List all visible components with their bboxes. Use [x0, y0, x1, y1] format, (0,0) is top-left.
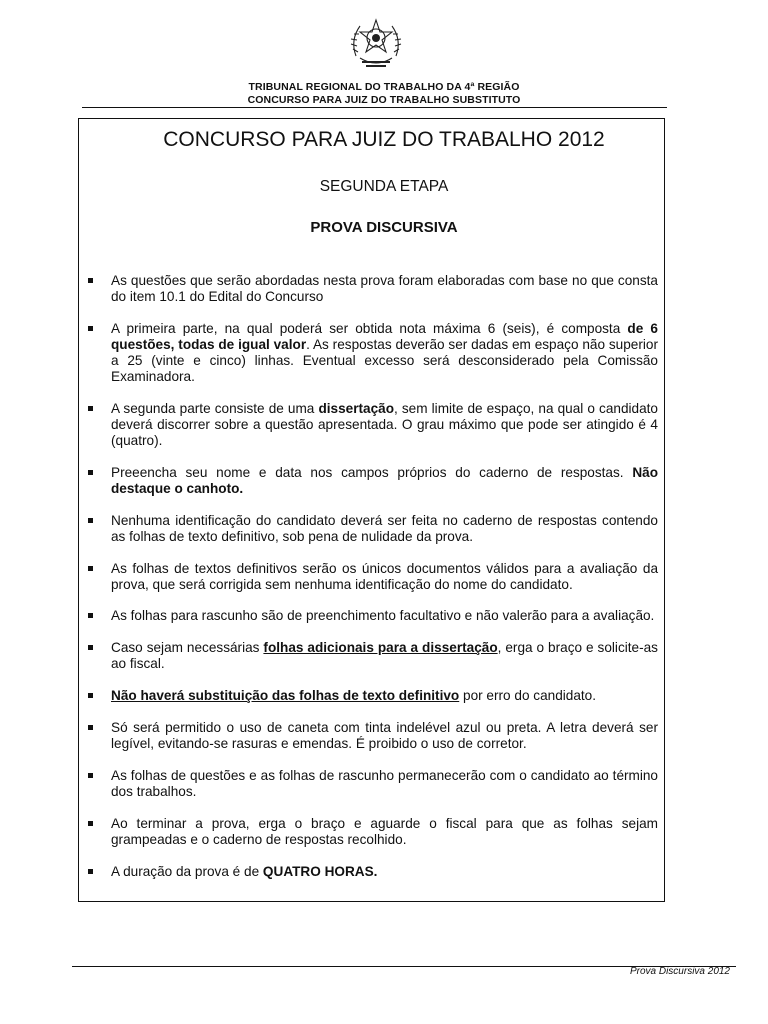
bullet-icon — [88, 613, 93, 618]
exam-type: PROVA DISCURSIVA — [310, 219, 458, 236]
instruction-item — [86, 688, 658, 704]
instruction-item — [86, 720, 658, 752]
page-title: CONCURSO PARA JUIZ DO TRABALHO 2012 — [163, 128, 605, 151]
bullet-icon — [88, 821, 93, 826]
footer-label: Prova Discursiva 2012 — [629, 966, 730, 977]
brazil-coat-of-arms-icon — [346, 16, 406, 76]
instruction-text: por erro do candidato. — [459, 688, 597, 703]
instruction-item — [86, 513, 658, 545]
instruction-text: de 6 questões, todas de igual valor — [111, 321, 658, 352]
instruction-text: Nenhuma identificação do candidato deverá ser feita no caderno de respostas contendo as folhas de texto definitivo, sob pena de nulidade da prova. — [111, 513, 658, 544]
instruction-text: , sem limite de espaço, na qual o candidato deverá discorrer sobre a questão apresentada. O grau máximo que pode ser atingido é 4 (quatro). — [111, 401, 658, 448]
instruction-item — [86, 864, 658, 880]
instruction-text: Preeencha seu nome e data nos campos próprios do caderno de respostas. — [111, 465, 633, 480]
exam-stage: SEGUNDA ETAPA — [319, 178, 449, 195]
instruction-item — [86, 273, 658, 305]
instruction-text: Caso sejam necessárias — [111, 640, 264, 655]
header-line-1: TRIBUNAL REGIONAL DO TRABALHO DA 4ª REGIÃO — [248, 81, 520, 93]
instruction-text: . As respostas deverão ser dadas em espaço não superior a 25 (vinte e cinco) linhas. Eventual excesso será desconsiderado pela Comissão Examinadora. — [111, 337, 658, 384]
header-line-2: CONCURSO PARA JUIZ DO TRABALHO SUBSTITUTO — [247, 94, 521, 106]
instruction-text: As folhas para rascunho são de preenchimento facultativo e não valerão para a avaliação. — [111, 608, 655, 623]
instruction-item — [86, 768, 658, 800]
instruction-text: A segunda parte consiste de uma — [111, 401, 319, 416]
bullet-icon — [88, 326, 93, 331]
instruction-item — [86, 640, 658, 672]
bullet-icon — [88, 566, 93, 571]
instruction-text: As folhas de questões e as folhas de rascunho permanecerão com o candidato ao término dos trabalhos. — [111, 768, 658, 799]
instruction-text: A duração da prova é de — [111, 864, 263, 879]
instruction-item — [86, 321, 658, 385]
bullet-icon — [88, 406, 93, 411]
instructions-list — [86, 273, 658, 896]
instruction-item — [86, 465, 658, 497]
instruction-text: As folhas de textos definitivos serão os únicos documentos válidos para a avaliação da prova, que será corrigida sem nenhuma identificação do nome do candidato. — [111, 561, 658, 592]
bullet-icon — [88, 645, 93, 650]
bullet-icon — [88, 725, 93, 730]
header-divider — [82, 107, 667, 108]
instruction-text: dissertação — [318, 401, 395, 416]
instruction-text: Só será permitido o uso de caneta com tinta indelével azul ou preta. A letra deverá ser legível, evitando-se rasuras e emendas. É proibido o uso de corretor. — [111, 720, 658, 751]
instruction-text: A primeira parte, na qual poderá ser obtida nota máxima 6 (seis), é composta — [111, 321, 628, 336]
bullet-icon — [88, 518, 93, 523]
instruction-text: , erga o braço e solicite-as ao fiscal. — [111, 640, 658, 671]
instruction-text: QUATRO HORAS. — [262, 864, 378, 879]
instruction-text: Ao terminar a prova, erga o braço e aguarde o fiscal para que as folhas sejam grampeadas e o caderno de respostas recolhido. — [111, 816, 658, 847]
bullet-icon — [88, 693, 93, 698]
instruction-item — [86, 561, 658, 593]
bullet-icon — [88, 278, 93, 283]
bullet-icon — [88, 869, 93, 874]
instruction-text: folhas adicionais para a dissertação — [263, 640, 498, 655]
instruction-text: Não destaque o canhoto. — [111, 465, 658, 496]
instruction-item — [86, 401, 658, 449]
bullet-icon — [88, 773, 93, 778]
bullet-icon — [88, 470, 93, 475]
instruction-text: Não haverá substituição das folhas de texto definitivo — [111, 688, 460, 703]
instruction-item — [86, 608, 658, 624]
instruction-text: As questões que serão abordadas nesta prova foram elaboradas com base no que consta do item 10.1 do Edital do Concurso — [111, 273, 658, 304]
instruction-item — [86, 816, 658, 848]
